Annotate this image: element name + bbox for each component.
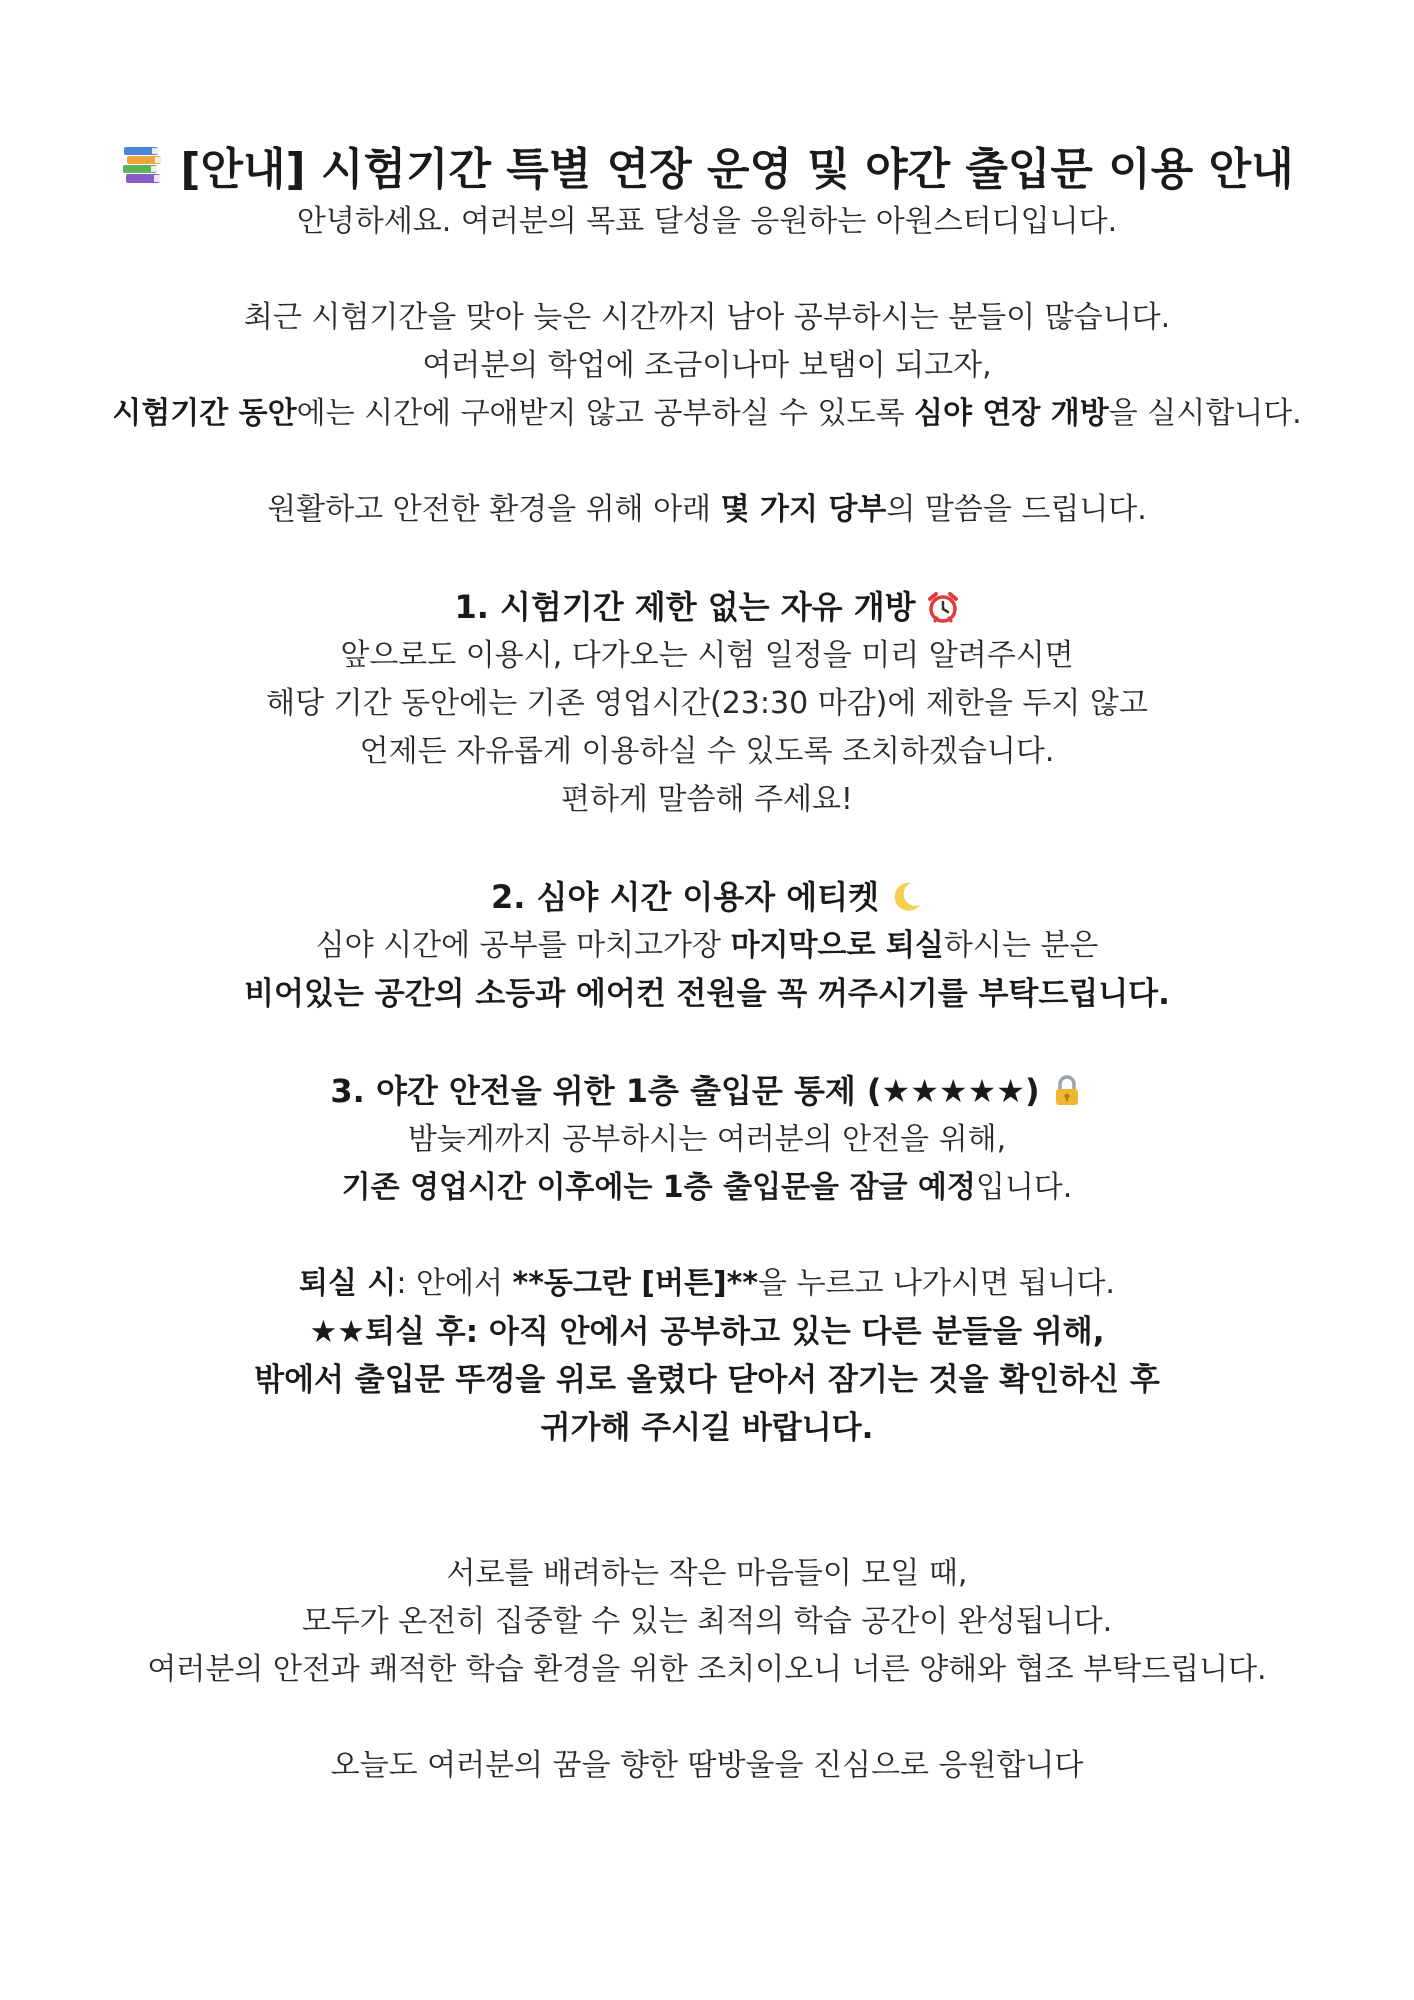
section2-line2: 비어있는 공간의 소등과 에어컨 전원을 꼭 꺼주시기를 부탁드립니다.	[244, 976, 1170, 1012]
section3-line1: 밤늦게까지 공부하시는 여러분의 안전을 위해,	[407, 1122, 1007, 1157]
closing-line1: 서로를 배려하는 작은 마음들이 모일 때,	[446, 1556, 968, 1591]
exit-label: 퇴실 시	[299, 1266, 397, 1301]
section1-line1: 앞으로도 이용시, 다가오는 시험 일정을 미리 알려주시면	[340, 638, 1074, 673]
para2-text2: 의 말씀을 드립니다.	[886, 492, 1147, 527]
para2-text1: 원활하고 안전한 환경을 위해 아래	[267, 492, 721, 527]
section2-line1-text2: 하시는 분은	[943, 928, 1099, 963]
lock-icon	[1050, 1074, 1084, 1108]
exit-line4: 귀가해 주시길 바랍니다.	[540, 1410, 874, 1446]
section1-heading-text: 1. 시험기간 제한 없는 자유 개방	[454, 588, 916, 626]
late-night-open-emphasis: 심야 연장 개방	[913, 396, 1109, 431]
closing-line4: 오늘도 여러분의 꿈을 향한 땀방울을 진심으로 응원합니다	[330, 1748, 1084, 1783]
closing-line3: 여러분의 안전과 쾌적한 학습 환경을 위한 조치이오니 너른 양해와 협조 부탁드립니다.	[147, 1652, 1267, 1687]
round-button-emphasis: **동그란 [버튼]**	[512, 1266, 759, 1301]
section1-line3: 언제든 자유롭게 이용하실 수 있도록 조치하겠습니다.	[359, 734, 1055, 769]
crescent-moon-icon	[889, 880, 923, 914]
section2-line1	[0, 922, 1414, 970]
closing-line2: 모두가 온전히 집중할 수 있는 최적의 학습 공간이 완성됩니다.	[301, 1604, 1113, 1639]
section3-heading-text: 3. 야간 안전을 위한 1층 출입문 통제 (★★★★★)	[330, 1072, 1040, 1110]
section2-line1-text1: 심야 시간에 공부를 마치고가장	[315, 928, 731, 963]
section3-line2	[0, 1164, 1414, 1212]
para1-line2: 여러분의 학업에 조금이나마 보탬이 되고자,	[422, 348, 992, 383]
books-icon	[120, 142, 166, 188]
para1-line3-text1: 에는 시간에 구애받지 않고 공부하실 수 있도록	[296, 396, 914, 431]
section3-line2-text: 입니다.	[975, 1170, 1073, 1205]
exit-line1-text1: : 안에서	[396, 1266, 513, 1301]
last-exit-emphasis: 마지막으로 퇴실	[730, 928, 944, 963]
exit-line1-text2: 을 누르고 나가시면 됩니다.	[758, 1266, 1115, 1301]
section2-heading-text: 2. 심야 시간 이용자 에티켓	[490, 878, 880, 916]
section1-heading	[0, 582, 1414, 632]
exit-line3: 밖에서 출입문 뚜껑을 위로 올렸다 닫아서 잠기는 것을 확인하신 후	[254, 1362, 1160, 1398]
exit-line2: ★★퇴실 후: 아직 안에서 공부하고 있는 다른 분들을 위해,	[309, 1314, 1105, 1350]
section3-heading	[0, 1066, 1414, 1116]
exit-line1	[0, 1260, 1414, 1308]
door-lock-emphasis: 기존 영업시간 이후에는 1층 출입문을 잠글 예정	[341, 1170, 976, 1205]
intro-text: 안녕하세요. 여러분의 목표 달성을 응원하는 아원스터디입니다.	[296, 204, 1118, 239]
title-row	[0, 132, 1414, 198]
requests-emphasis: 몇 가지 당부	[720, 492, 887, 527]
para1-line3	[0, 390, 1414, 438]
para1-line1: 최근 시험기간을 맞아 늦은 시간까지 남아 공부하시는 분들이 많습니다.	[243, 300, 1171, 335]
para1-line3-text2: 을 실시합니다.	[1108, 396, 1302, 431]
exam-period-emphasis: 시험기간 동안	[112, 396, 297, 431]
section1-line4: 편하게 말씀해 주세요!	[561, 782, 853, 817]
section2-heading	[0, 872, 1414, 922]
section1-line2: 해당 기간 동안에는 기존 영업시간(23:30 마감)에 제한을 두지 않고	[266, 686, 1148, 721]
para2-line	[0, 486, 1414, 534]
alarm-clock-icon	[926, 590, 960, 624]
page-title: [안내] 시험기간 특별 연장 운영 및 야간 출입문 이용 안내	[180, 144, 1294, 195]
